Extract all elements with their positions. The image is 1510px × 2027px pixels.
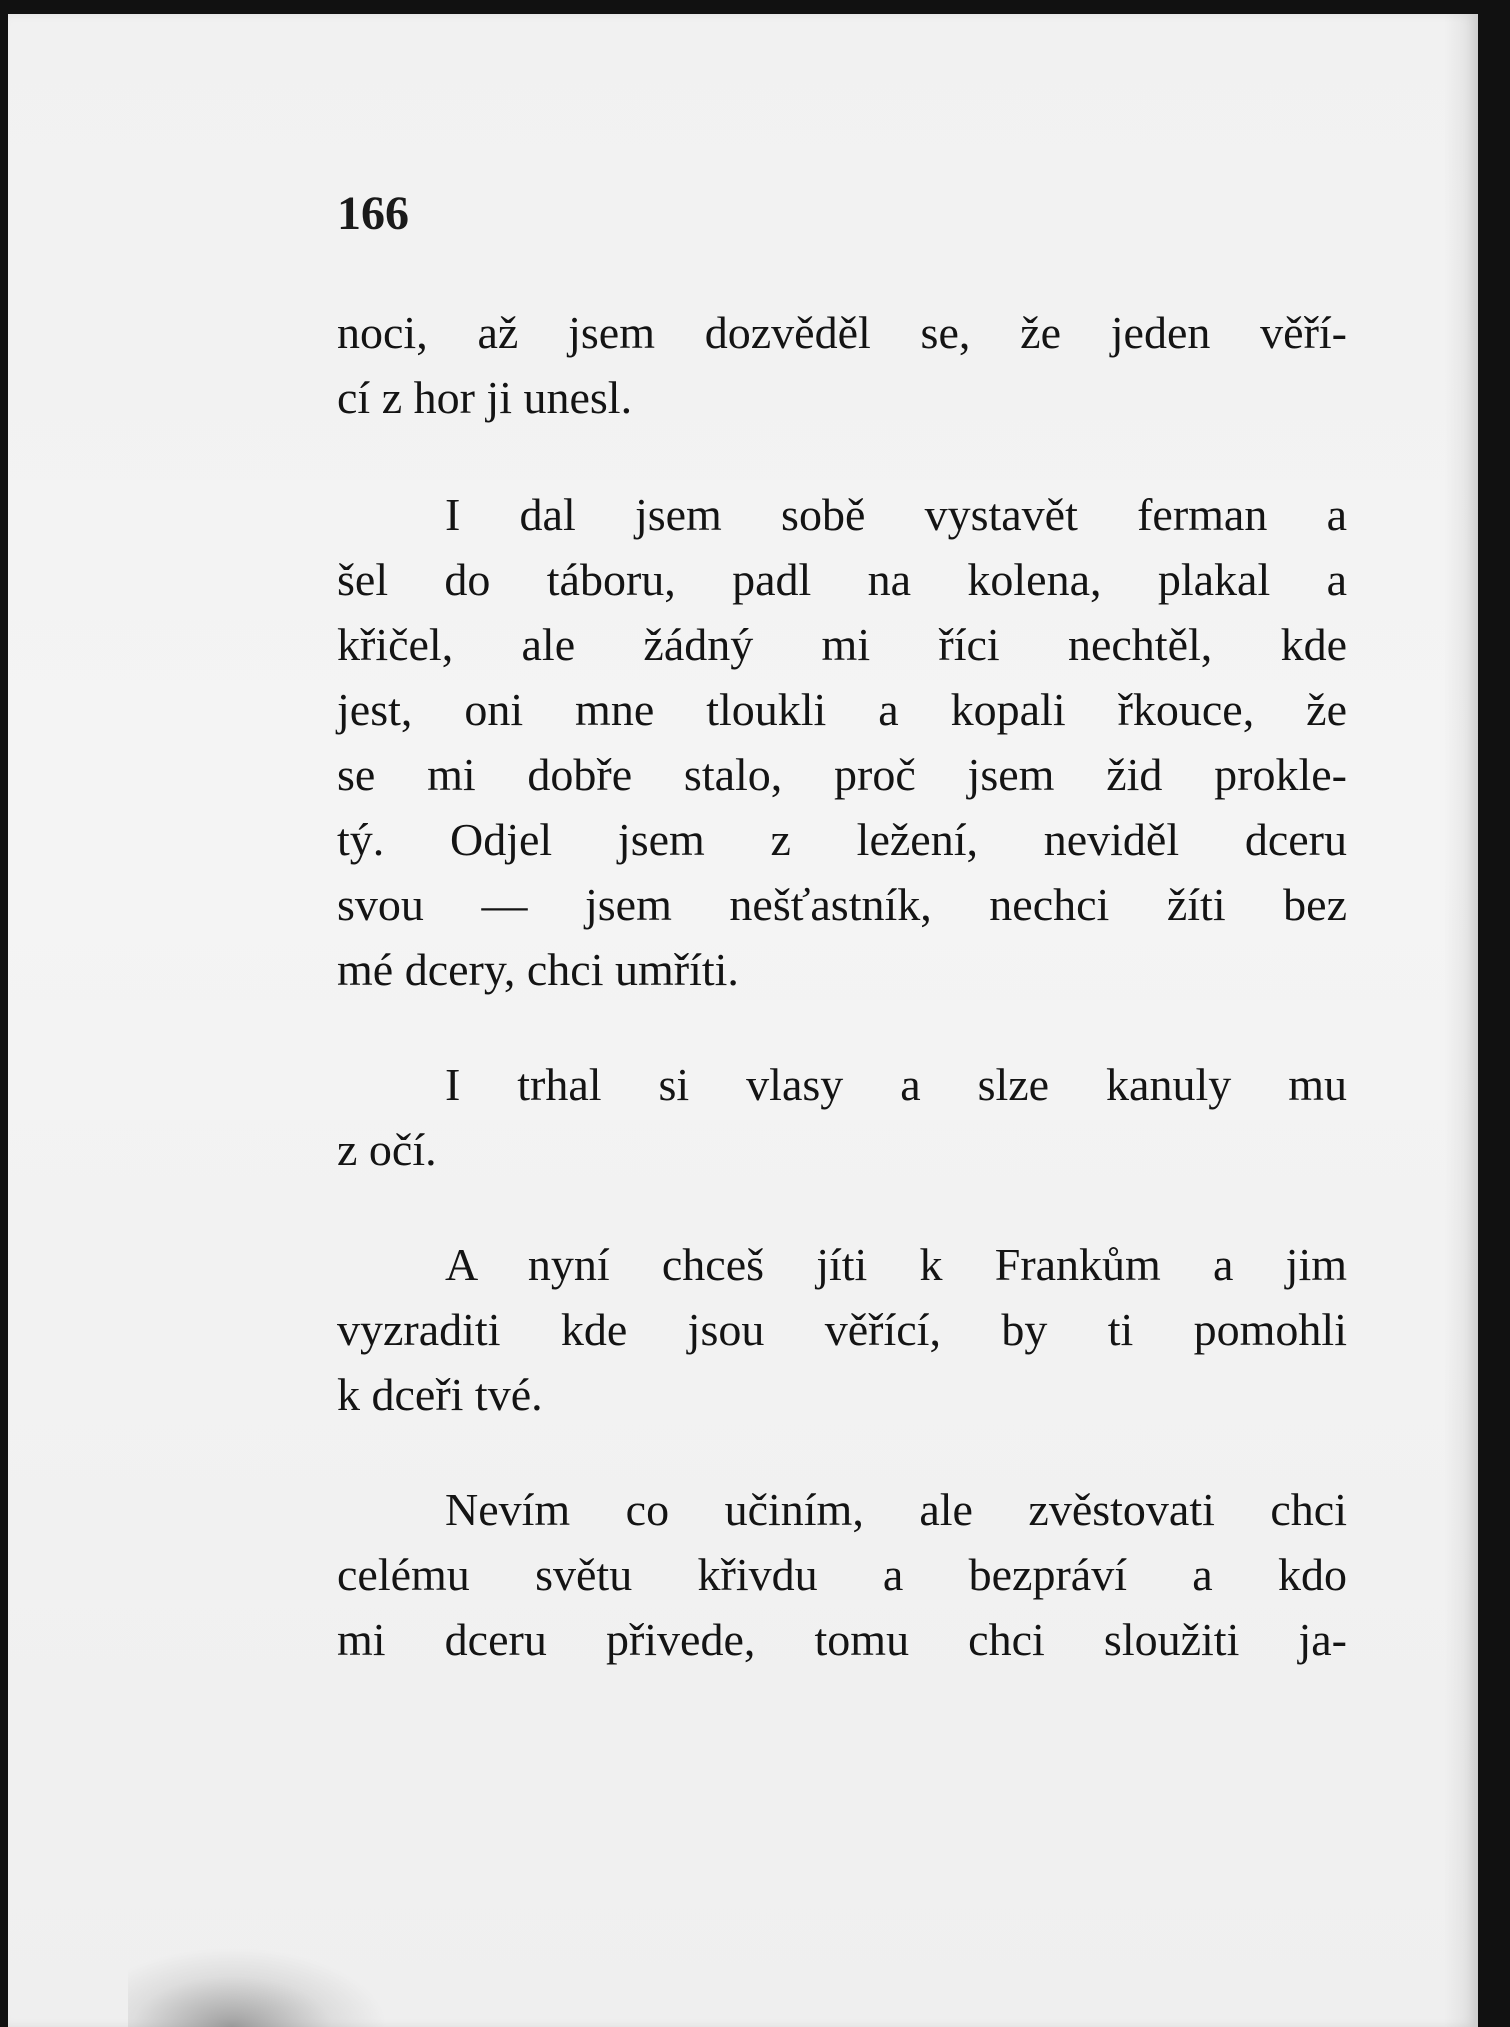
text-line: I trhal si vlasy a slze kanuly mu [445,1059,1347,1110]
text-line: A nyní chceš jíti k Frankům a jim [445,1239,1347,1290]
paragraph-2 [337,482,1347,1002]
paragraph-1 [337,300,1347,430]
text-line: I dal jsem sobě vystavět ferman a [445,489,1347,540]
paragraph-5 [337,1477,1347,1672]
text-line: z očí. [337,1124,437,1175]
text-line: křičel, ale žádný mi říci nechtěl, kde [337,619,1347,670]
text-line: Nevím co učiním, ale zvěstovati chci [445,1484,1347,1535]
text-line: svou — jsem nešťastník, nechci žíti bez [337,879,1347,930]
text-line: k dceři tvé. [337,1369,543,1420]
text-line: jest, oni mne tloukli a kopali řkouce, že [337,684,1347,735]
page-stain [128,1947,388,2027]
paragraph-4 [337,1232,1347,1427]
text-line: noci, až jsem dozvěděl se, že jeden věří- [337,307,1347,358]
text-line: celému světu křivdu a bezpráví a kdo [337,1549,1347,1600]
paragraph-3 [337,1052,1347,1182]
text-line: tý. Odjel jsem z ležení, neviděl dceru [337,814,1347,865]
text-line: šel do táboru, padl na kolena, plakal a [337,554,1347,605]
text-line: vyzraditi kde jsou věřící, by ti pomohli [337,1304,1347,1355]
text-line: mi dceru přivede, tomu chci sloužiti ja- [337,1614,1347,1665]
text-line: mé dcery, chci umříti. [337,944,739,995]
text-line: cí z hor ji unesl. [337,372,633,423]
text-line: se mi dobře stalo, proč jsem žid prokle- [337,749,1347,800]
page-edge-shadow [1444,14,1478,2027]
page-number: 166 [337,187,409,240]
body-text [337,300,1347,1722]
